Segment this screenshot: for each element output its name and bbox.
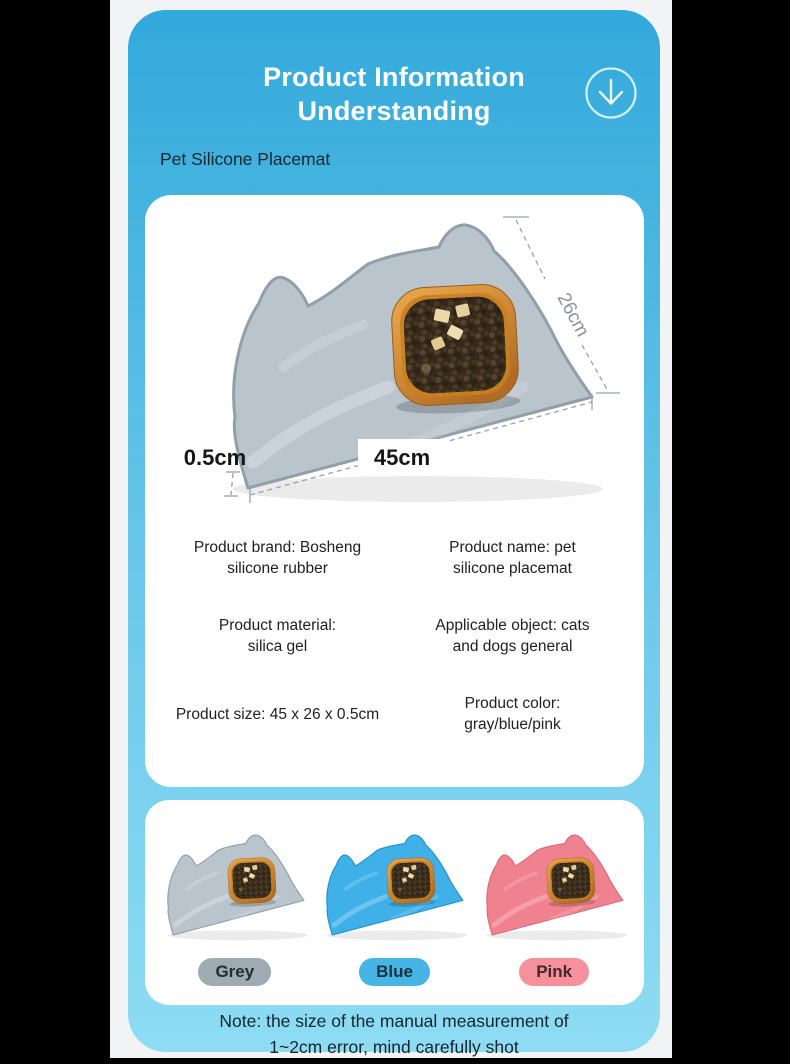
product-info-banner [128, 10, 660, 1057]
depth-dimension-line [516, 220, 545, 279]
variant-pink [479, 826, 629, 986]
grey-placemat-image [160, 826, 310, 944]
bottom-letterbox-bar [0, 1058, 790, 1064]
variant-blue [319, 826, 469, 986]
page-title-line2: Understanding [297, 96, 491, 126]
page-title-line1: Product Information [263, 62, 525, 92]
product-detail-card [145, 195, 644, 787]
note-line2: 1~2cm error, mind carefully shot [269, 1037, 519, 1057]
variant-pill: Grey [198, 958, 271, 986]
spec-material: Product material: silica gel [218, 617, 337, 655]
placemat-product-image [153, 207, 637, 537]
spec-color: Product color: gray/blue/pink [464, 695, 561, 733]
spec-brand: Product brand: Bosheng silicone rubber [193, 539, 362, 577]
pink-placemat-image [479, 826, 629, 944]
right-letterbox-bar [672, 0, 790, 1064]
left-letterbox-bar [0, 0, 110, 1064]
note-line1: Note: the size of the manual measurement of [219, 1011, 569, 1031]
spec-name: Product name: pet silicone placemat [449, 539, 576, 577]
thickness-dimension-line [231, 473, 233, 495]
product-subtitle: Pet Silicone Placemat [160, 149, 331, 169]
color-variants-card [145, 800, 644, 1005]
spec-size: Product size: 45 x 26 x 0.5cm [175, 705, 380, 723]
product-specs-grid [165, 531, 625, 741]
measurement-note [128, 1008, 660, 1060]
circle-down-arrow-icon [584, 66, 638, 120]
blue-placemat-image [319, 826, 469, 944]
variants-row [145, 800, 644, 1005]
variant-pill: Pink [519, 958, 589, 986]
thickness-dimension-label: 0.5cm [183, 445, 247, 470]
spec-applicable-object: Applicable object: cats and dogs general [435, 617, 590, 655]
page-title [128, 60, 660, 128]
variant-pill: Blue [359, 958, 430, 986]
variant-grey [160, 826, 310, 986]
width-dimension-label: 45cm [373, 445, 431, 470]
depth-dimension-label: 26cm [552, 289, 593, 341]
